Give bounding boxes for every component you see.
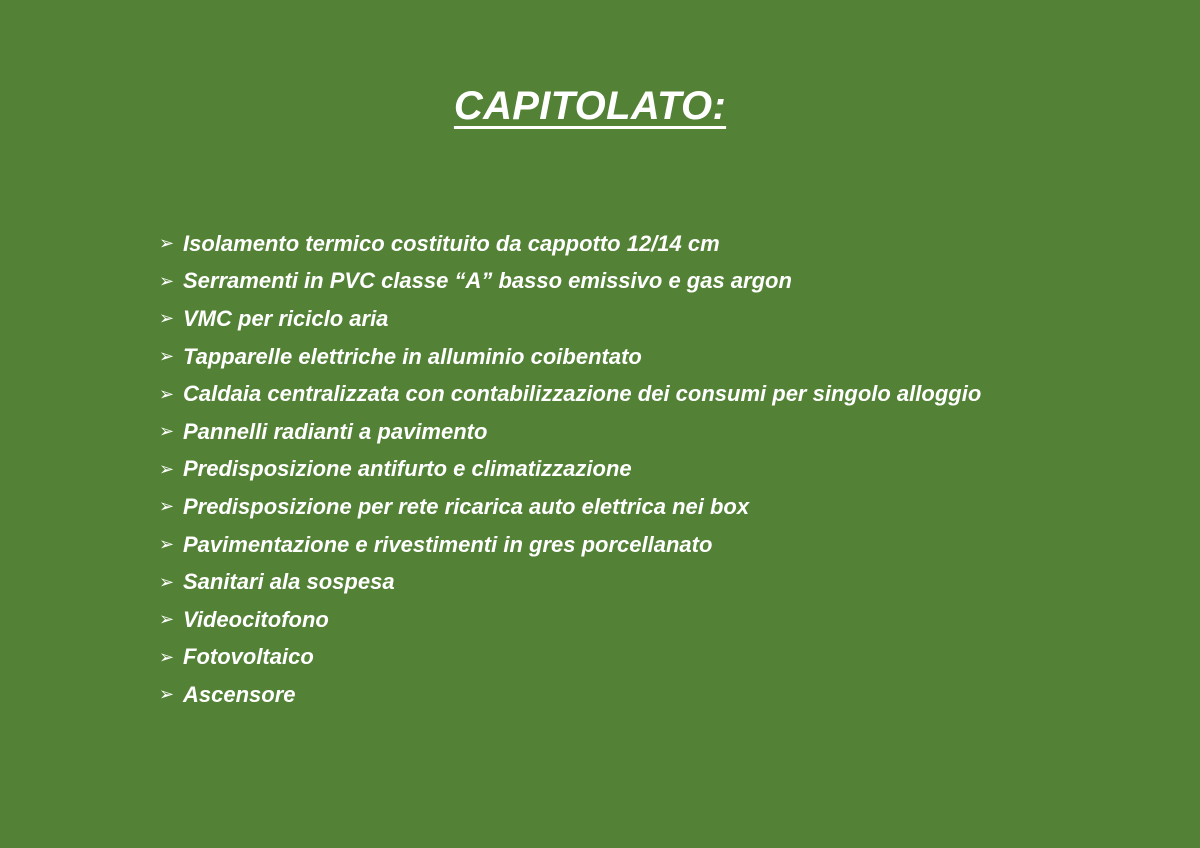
list-item-text: Pannelli radianti a pavimento (183, 418, 488, 444)
list-item (159, 676, 1169, 714)
list-item-text: Caldaia centralizzata con contabilizzazione dei consumi per singolo alloggio (183, 381, 982, 407)
list-item (159, 451, 1169, 489)
arrowhead-bullet-icon: ➢ (159, 346, 175, 367)
arrowhead-bullet-icon: ➢ (159, 684, 175, 705)
arrowhead-bullet-icon: ➢ (159, 571, 175, 592)
arrowhead-bullet-icon: ➢ (159, 458, 175, 479)
list-item (159, 338, 1169, 376)
list-item (159, 413, 1169, 451)
arrowhead-bullet-icon: ➢ (159, 421, 175, 442)
list-item (159, 375, 1169, 413)
list-item-text: Predisposizione per rete ricarica auto elettrica nei box (183, 493, 750, 519)
list-item-text: Isolamento termico costituito da cappotto 12/14 cm (183, 230, 720, 256)
spec-list (159, 225, 1169, 714)
list-item (159, 601, 1169, 639)
list-item-text: Serramenti in PVC classe “A” basso emissivo e gas argon (183, 268, 792, 294)
list-item-text: Ascensore (183, 681, 296, 707)
list-item (159, 225, 1169, 263)
arrowhead-bullet-icon: ➢ (159, 646, 175, 667)
list-item (159, 263, 1169, 301)
list-item-text: VMC per riciclo aria (183, 305, 389, 331)
arrowhead-bullet-icon: ➢ (159, 383, 175, 404)
list-item (159, 526, 1169, 564)
page-title: CAPITOLATO: (453, 84, 727, 128)
list-item-text: Pavimentazione e rivestimenti in gres porcellanato (183, 531, 713, 557)
list-item-text: Videocitofono (183, 606, 329, 632)
list-item-text: Sanitari ala sospesa (183, 569, 395, 595)
list-item-text: Predisposizione antifurto e climatizzazione (183, 456, 632, 482)
list-item-text: Fotovoltaico (183, 644, 314, 670)
list-item (159, 563, 1169, 601)
list-item (159, 488, 1169, 526)
arrowhead-bullet-icon: ➢ (159, 270, 175, 291)
list-item (159, 300, 1169, 338)
arrowhead-bullet-icon: ➢ (159, 496, 175, 517)
list-item-text: Tapparelle elettriche in alluminio coibentato (183, 343, 642, 369)
list-item (159, 639, 1169, 677)
arrowhead-bullet-icon: ➢ (159, 534, 175, 555)
arrowhead-bullet-icon: ➢ (159, 308, 175, 329)
arrowhead-bullet-icon: ➢ (159, 233, 175, 254)
arrowhead-bullet-icon: ➢ (159, 609, 175, 630)
